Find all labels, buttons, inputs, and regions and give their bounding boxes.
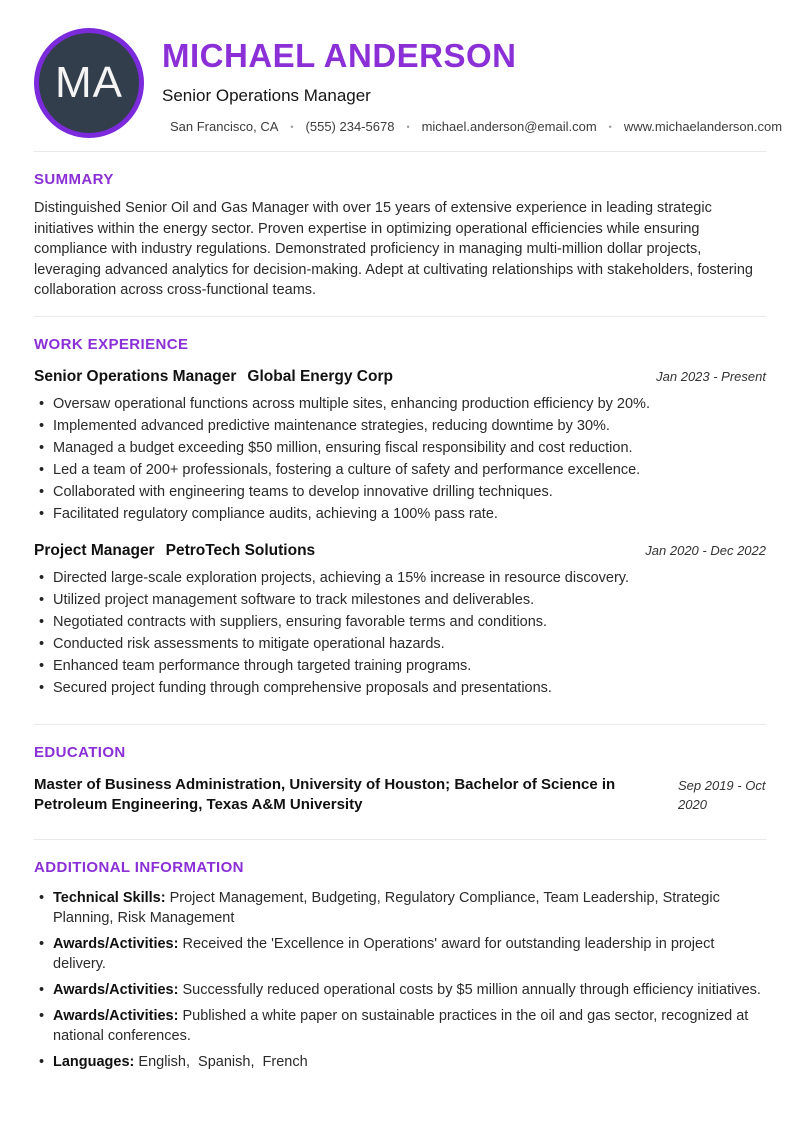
dot-separator-icon: • [608,121,612,132]
info-label: Languages: [53,1053,135,1070]
job-bullet-list [34,394,766,526]
avatar-initials: MA [55,58,123,107]
bullet-item: • Led a team of 200+ professionals, fostering a culture of safety and performance excellence. [34,460,766,482]
summary-section [34,152,766,301]
job-header [34,542,766,560]
info-item [34,1052,766,1072]
job-company: Global Energy Corp [247,367,393,385]
info-label: Awards/Activities: [53,935,179,952]
info-item [34,1006,766,1046]
info-text: Project Management, Budgeting, Regulatory Compliance, Team Leadership, Strategic Planning, Risk Management [53,889,724,926]
info-label: Awards/Activities: [53,981,179,998]
avatar [34,28,144,138]
info-text: Successfully reduced operational costs by $5 million annually through efficiency initiatives. [182,981,761,998]
bullet-item: • Directed large-scale exploration projects, achieving a 15% increase in resource discovery. [34,568,766,590]
info-item [34,888,766,928]
bullet-item: • Utilized project management software to track milestones and deliverables. [34,590,766,612]
additional-information-section [34,840,766,1072]
work-experience-heading: WORK EXPERIENCE [34,335,189,353]
bullet-item: • Collaborated with engineering teams to develop innovative drilling techniques. [34,482,766,504]
info-label: Technical Skills: [53,889,166,906]
education-section [34,725,766,815]
dot-separator-icon: • [406,121,410,132]
job-title: Senior Operations Manager [34,367,237,385]
job-entry [34,368,766,526]
additional-information-list [34,888,766,1072]
contact-location: San Francisco, CA [170,119,279,134]
contact-row [162,119,783,134]
header-text [162,28,783,134]
job-title-group [34,368,393,386]
job-header [34,368,766,386]
candidate-name: MICHAEL ANDERSON [162,37,517,74]
job-title: Project Manager [34,542,155,559]
info-text: Published a white paper on sustainable practices in the oil and gas sector, recognized at national conferences. [53,1007,753,1044]
additional-information-heading: ADDITIONAL INFORMATION [34,858,244,876]
job-title-group [34,542,315,560]
resume-header [34,28,783,138]
dot-separator-icon: • [290,121,294,132]
summary-text: Distinguished Senior Oil and Gas Manager with over 15 years of extensive experience in leading strategic initiatives within the energy sector. Proven expertise in optimizing operational efficiencies while ensuring compliance with industry regulations. Demonstrated proficiency in managing multi-million dollar projects, leveraging advanced analytics for decision-making. Adept at cultivating relationships with stakeholders, fostering collaboration across cross-functional teams. [34,200,753,298]
info-label: Awards/Activities: [53,1007,179,1024]
info-item [34,934,766,974]
bullet-item: • Implemented advanced predictive maintenance strategies, reducing downtime by 30%. [34,416,766,438]
education-heading: EDUCATION [34,743,126,761]
bullet-item: • Enhanced team performance through targeted training programs. [34,656,766,678]
job-entry [34,542,766,700]
bullet-item: • Oversaw operational functions across multiple sites, enhancing production efficiency by 20%. [34,394,766,416]
bullet-item: • Managed a budget exceeding $50 million, ensuring fiscal responsibility and cost reduction. [34,438,766,460]
bullet-item: • Facilitated regulatory compliance audits, achieving a 100% pass rate. [34,504,766,526]
contact-website: www.michaelanderson.com [623,119,783,134]
contact-email: michael.anderson@email.com [421,119,597,134]
job-company: PetroTech Solutions [165,542,316,559]
education-degree: Master of Business Administration, University of Houston; Bachelor of Science in Petroleum Engineering, Texas A&M University [34,775,616,813]
education-entry [34,775,766,815]
bullet-item: • Secured project funding through comprehensive proposals and presentations. [34,678,766,700]
info-item [34,980,766,1000]
bullet-item: • Negotiated contracts with suppliers, ensuring favorable terms and conditions. [34,612,766,634]
info-text: English, Spanish, French [138,1053,308,1070]
education-dates: Sep 2019 - Oct 2020 [678,777,766,812]
job-dates: Jan 2023 - Present [656,368,766,384]
contact-phone: (555) 234-5678 [305,119,395,134]
summary-heading: SUMMARY [34,171,114,188]
work-experience-section [34,317,766,700]
info-text: Received the 'Excellence in Operations' award for outstanding leadership in project delivery. [53,935,719,972]
job-bullet-list [34,568,766,700]
candidate-title: Senior Operations Manager [162,86,371,105]
bullet-item: • Conducted risk assessments to mitigate operational hazards. [34,634,766,656]
job-dates: Jan 2020 - Dec 2022 [645,543,766,558]
